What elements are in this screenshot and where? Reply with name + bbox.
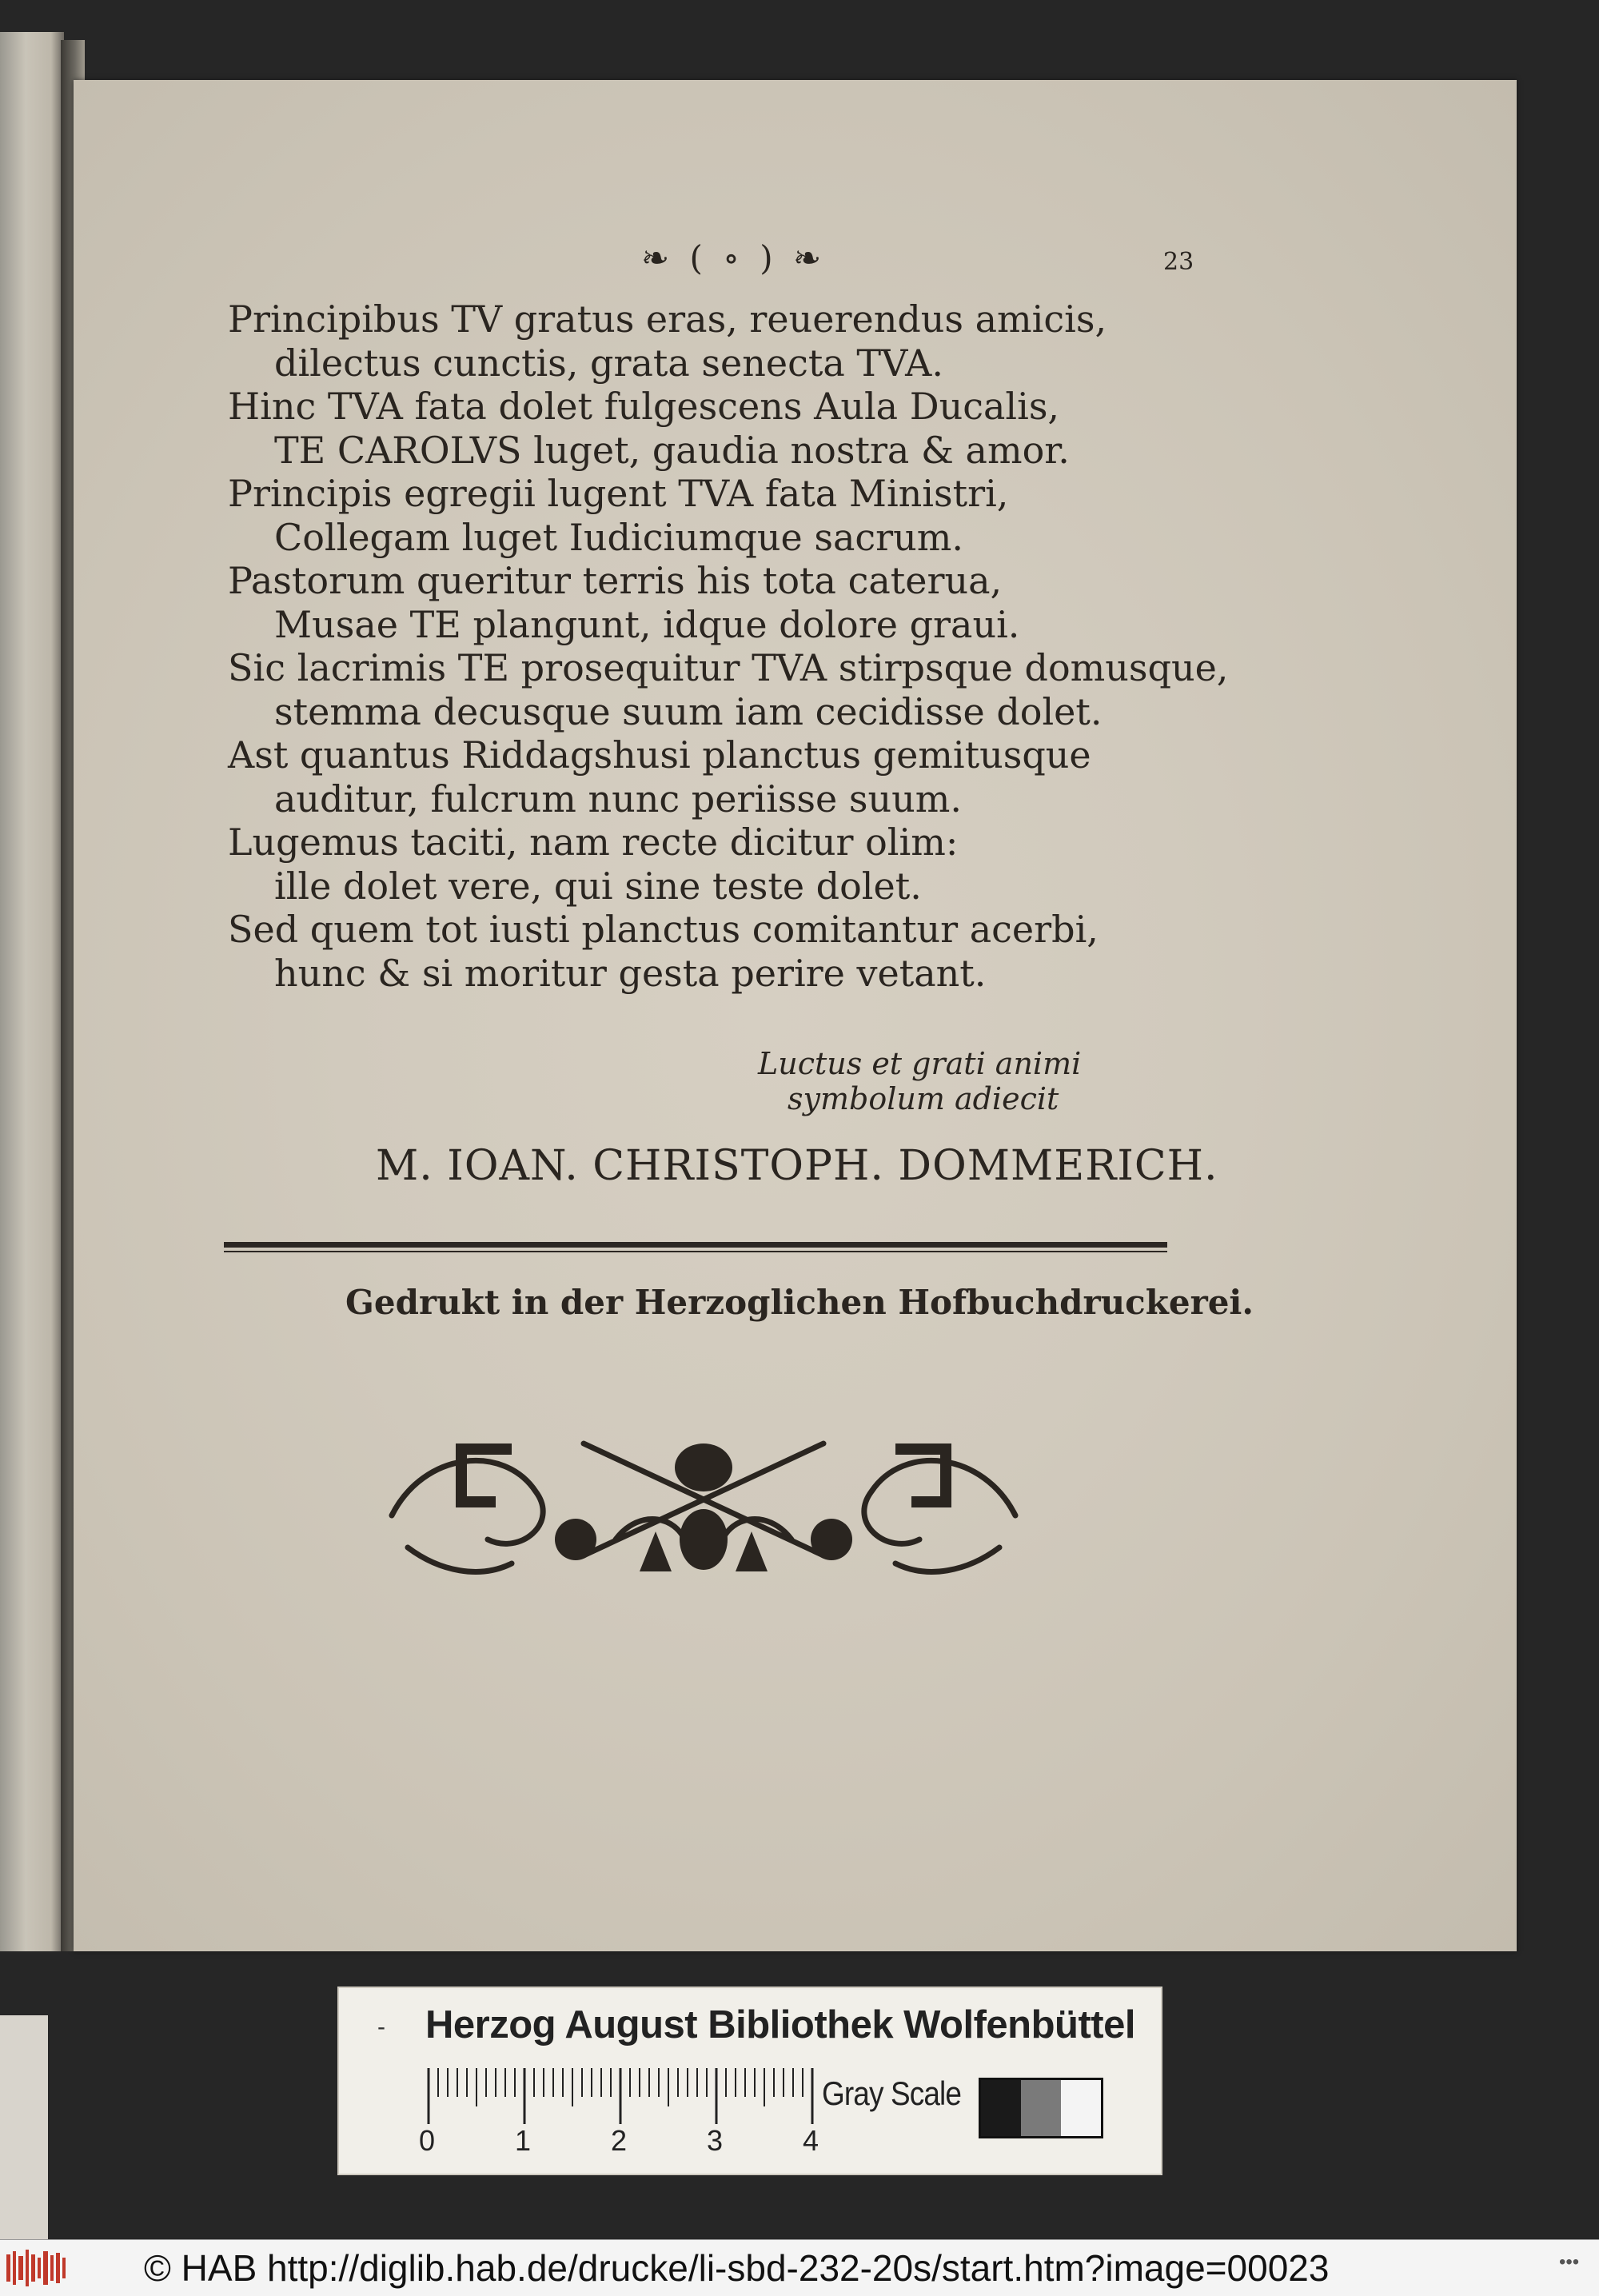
poem-line: ille dolet vere, qui sine teste dolet. — [274, 864, 922, 908]
poem-line: Principis egregii lugent TVA fata Ministri, — [228, 472, 1009, 515]
signature-line-2: symbolum adiecit — [788, 1081, 1059, 1116]
gray-swatch — [1061, 2080, 1101, 2136]
more-options-icon[interactable]: ••• — [1559, 2251, 1580, 2273]
color-scale-card — [337, 1987, 1162, 2175]
ruler-number: 2 — [611, 2124, 628, 2157]
poem-line: stemma decusque suum iam cecidisse dolet. — [274, 689, 1103, 733]
signature-line-1: Luctus et grati animi — [758, 1046, 1082, 1081]
divider-rule-thick — [224, 1242, 1167, 1248]
ruler-number: 3 — [707, 2124, 724, 2157]
copyright-url-text: © HAB http://diglib.hab.de/drucke/li-sbd-232-20s/start.htm?image=00023 — [144, 2247, 1330, 2289]
ruler-number: 4 — [803, 2124, 819, 2157]
facing-page-edge — [0, 32, 64, 1951]
poem-line: Musae TE plangunt, idque dolore graui. — [274, 602, 1020, 646]
page-number: 23 — [1163, 248, 1194, 276]
gray-swatch — [1021, 2080, 1061, 2136]
author-name: M. IOAN. CHRISTOPH. DOMMERICH. — [376, 1142, 1218, 1190]
poem-line: Pastorum queritur terris his tota caterua, — [228, 559, 1003, 602]
poem-line: Sic lacrimis TE prosequitur TVA stirpsque domusque, — [228, 646, 1229, 689]
gray-scale-label: Gray Scale — [822, 2074, 962, 2112]
poem — [228, 297, 1228, 995]
gray-swatch — [981, 2080, 1021, 2136]
poem-line: hunc & si moritur gesta perire vetant. — [274, 951, 987, 995]
ruler-number: 0 — [419, 2124, 436, 2157]
gray-scale-swatches — [979, 2078, 1103, 2138]
poem-line: Lugemus taciti, nam recte dicitur olim: — [228, 821, 959, 864]
poem-line: Principibus TV gratus eras, reuerendus amicis, — [228, 297, 1107, 341]
poem-line: Hinc TVA fata dolet fulgescens Aula Ducalis, — [228, 385, 1060, 428]
printer-imprint: Gedrukt in der Herzoglichen Hofbuchdruckerei. — [345, 1283, 1254, 1322]
header-ornament: ❧ ( ∘ ) ❧ — [641, 238, 827, 278]
ruler-number: 1 — [515, 2124, 532, 2157]
divider-rule-thin — [224, 1251, 1167, 1252]
poem-line: Sed quem tot iusti planctus comitantur acerbi, — [228, 908, 1099, 951]
book-page — [74, 80, 1517, 1951]
poem-line: TE CAROLVS luget, gaudia nostra & amor. — [274, 428, 1070, 472]
poem-line: Ast quantus Riddagshusi planctus gemitusque — [228, 733, 1091, 777]
card-dash: - — [377, 2014, 385, 2040]
hab-logo-icon — [5, 2248, 67, 2288]
poem-line: dilectus cunctis, grata senecta TVA. — [274, 341, 944, 385]
measurement-ruler-icon — [425, 2068, 825, 2124]
poem-line: Collegam luget Iudiciumque sacrum. — [274, 515, 964, 559]
side-label-strip — [0, 2015, 48, 2239]
decorative-vignette-icon — [376, 1420, 1031, 1587]
library-name: Herzog August Bibliothek Wolfenbüttel — [425, 2003, 1135, 2046]
poem-line: auditur, fulcrum nunc periisse suum. — [274, 777, 962, 821]
footer-bar — [0, 2239, 1599, 2296]
